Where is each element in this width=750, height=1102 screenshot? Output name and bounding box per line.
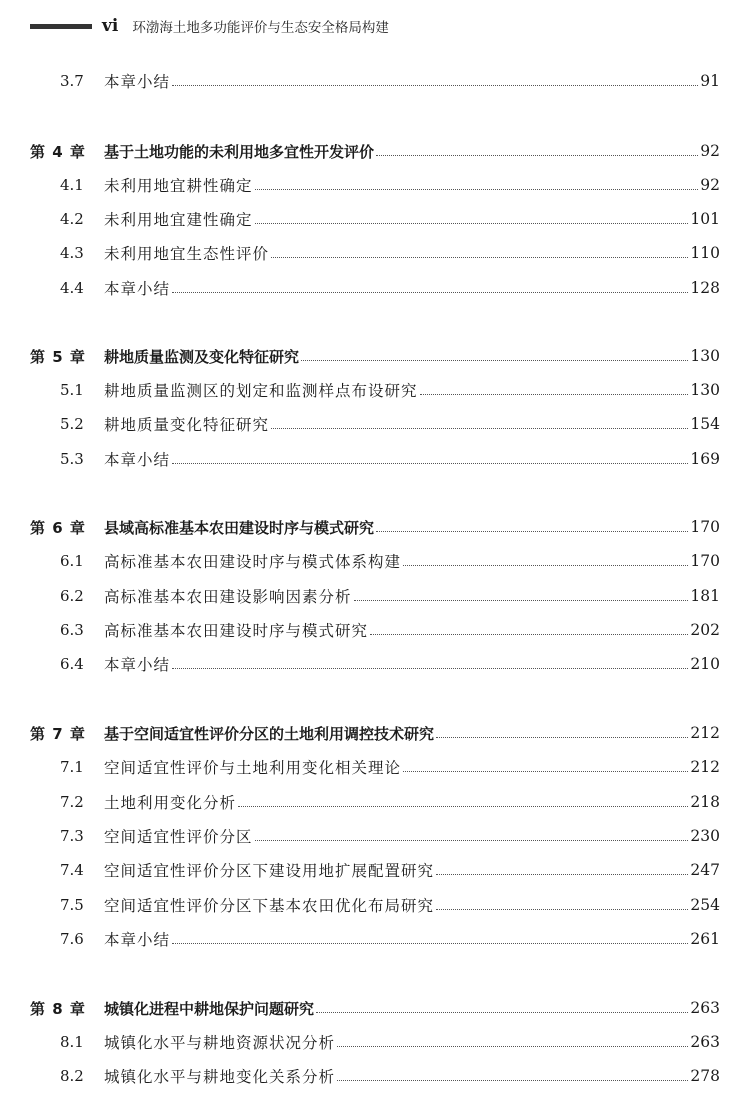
toc-section-row[interactable] [0, 1063, 720, 1089]
toc-entry-number: 6.2 [60, 587, 84, 605]
toc-entry-number: 7.2 [60, 793, 84, 811]
toc-entry-title: 未利用地宜耕性确定 [104, 177, 253, 195]
toc-section-row[interactable] [0, 823, 720, 849]
dot-leader [337, 1045, 688, 1047]
toc-entry-title: 空间适宜性评价分区下基本农田优化布局研究 [104, 897, 435, 915]
dot-leader [436, 873, 688, 875]
dot-leader [376, 154, 698, 156]
toc-entry-number: 第 6 章 [30, 518, 86, 537]
toc-chapter-row[interactable] [0, 514, 720, 540]
toc-entry-page: 210 [690, 655, 720, 673]
toc-entry-title: 耕地质量监测及变化特征研究 [104, 347, 300, 366]
toc-entry-title: 基于土地功能的未利用地多宜性开发评价 [104, 142, 375, 161]
dot-leader [337, 1079, 688, 1081]
toc-entry-number: 第 7 章 [30, 724, 86, 743]
dot-leader [172, 462, 688, 464]
toc-entry-title: 本章小结 [104, 451, 171, 469]
dot-leader [238, 805, 688, 807]
toc-entry-title: 耕地质量变化特征研究 [104, 416, 270, 434]
dot-leader [172, 84, 698, 86]
toc-entry-page: 170 [690, 518, 720, 536]
toc-entry-number: 7.4 [60, 861, 84, 879]
toc-section-row[interactable] [0, 857, 720, 883]
toc-entry-title: 高标准基本农田建设影响因素分析 [104, 588, 352, 606]
header-book-title: 环渤海土地多功能评价与生态安全格局构建 [132, 20, 389, 36]
toc-section-row[interactable] [0, 206, 720, 232]
toc-entry-number: 5.1 [60, 381, 84, 399]
toc-entry-title: 本章小结 [104, 73, 171, 91]
toc-entry-number: 4.2 [60, 210, 84, 228]
toc-entry-number: 7.6 [60, 930, 84, 948]
toc-entry-page: 169 [690, 450, 720, 468]
toc-section-row[interactable] [0, 583, 720, 609]
toc-entry-number: 5.2 [60, 415, 84, 433]
toc-chapter-row[interactable] [0, 138, 720, 164]
toc-entry-page: 130 [690, 381, 720, 399]
dot-leader [255, 222, 689, 224]
dot-leader [403, 770, 688, 772]
toc-entry-title: 本章小结 [104, 280, 171, 298]
toc-entry-title: 高标准基本农田建设时序与模式体系构建 [104, 553, 402, 571]
header-page-number: vi [102, 16, 119, 36]
toc-section-row[interactable] [0, 172, 720, 198]
toc-entry-title: 空间适宜性评价与土地利用变化相关理论 [104, 759, 402, 777]
toc-entry-number: 3.7 [60, 72, 84, 90]
dot-leader [301, 359, 688, 361]
dot-leader [271, 427, 688, 429]
toc-entry-page: 212 [690, 758, 720, 776]
toc-entry-title: 基于空间适宜性评价分区的土地利用调控技术研究 [104, 724, 435, 743]
toc-entry-page: 154 [690, 415, 720, 433]
toc-section-row[interactable] [0, 926, 720, 952]
toc-entry-title: 未利用地宜生态性评价 [104, 245, 270, 263]
toc-entry-page: 247 [690, 861, 720, 879]
toc-entry-number: 4.3 [60, 244, 84, 262]
toc-entry-page: 254 [690, 896, 720, 914]
toc-section-row[interactable] [0, 617, 720, 643]
toc-entry-number: 7.5 [60, 896, 84, 914]
toc-entry-title: 空间适宜性评价分区下建设用地扩展配置研究 [104, 862, 435, 880]
toc-entry-number: 第 4 章 [30, 142, 86, 161]
toc-entry-title: 城镇化进程中耕地保护问题研究 [104, 999, 315, 1018]
toc-chapter-row[interactable] [0, 720, 720, 746]
toc-entry-page: 218 [690, 793, 720, 811]
toc-entry-title: 本章小结 [104, 931, 171, 949]
toc-entry-page: 91 [700, 72, 720, 90]
toc-section-row[interactable] [0, 651, 720, 677]
toc-entry-page: 212 [690, 724, 720, 742]
toc-entry-number: 4.4 [60, 279, 84, 297]
toc-entry-page: 110 [690, 244, 720, 262]
toc-chapter-row[interactable] [0, 995, 720, 1021]
toc-entry-number: 6.4 [60, 655, 84, 673]
toc-entry-page: 202 [690, 621, 720, 639]
toc-entry-page: 170 [690, 552, 720, 570]
toc-entry-title: 未利用地宜建性确定 [104, 211, 253, 229]
toc-entry-number: 6.1 [60, 552, 84, 570]
toc-entry-page: 263 [690, 999, 720, 1017]
toc-entry-title: 土地利用变化分析 [104, 794, 237, 812]
toc-entry-number: 8.1 [60, 1033, 84, 1051]
toc-entry-page: 130 [690, 347, 720, 365]
dot-leader [255, 188, 699, 190]
toc-entry-title: 城镇化水平与耕地变化关系分析 [104, 1068, 336, 1086]
toc-section-row[interactable] [0, 275, 720, 301]
dot-leader [354, 599, 689, 601]
toc-section-row[interactable] [0, 1029, 720, 1055]
toc-entry-number: 5.3 [60, 450, 84, 468]
toc-entry-page: 261 [690, 930, 720, 948]
toc-entry-number: 4.1 [60, 176, 84, 194]
toc-chapter-row[interactable] [0, 343, 720, 369]
dot-leader [420, 393, 689, 395]
dot-leader [370, 633, 688, 635]
toc-section-row[interactable] [0, 446, 720, 472]
toc-entry-number: 第 8 章 [30, 999, 86, 1018]
dot-leader [255, 839, 689, 841]
dot-leader [436, 908, 688, 910]
toc-entry-page: 278 [690, 1067, 720, 1085]
toc-section-row[interactable] [0, 548, 720, 574]
toc-section-row[interactable] [0, 411, 720, 437]
toc-entry-page: 101 [690, 210, 720, 228]
toc-entry-title: 县域高标准基本农田建设时序与模式研究 [104, 518, 375, 537]
toc-entry-title: 高标准基本农田建设时序与模式研究 [104, 622, 369, 640]
toc-section-row[interactable] [0, 892, 720, 918]
dot-leader [316, 1011, 688, 1013]
dot-leader [172, 667, 688, 669]
toc-entry-title: 空间适宜性评价分区 [104, 828, 253, 846]
toc-entry-title: 城镇化水平与耕地资源状况分析 [104, 1034, 336, 1052]
toc-entry-number: 第 5 章 [30, 347, 86, 366]
toc-entry-page: 92 [700, 142, 720, 160]
dot-leader [403, 564, 688, 566]
toc-entry-title: 耕地质量监测区的划定和监测样点布设研究 [104, 382, 418, 400]
dot-leader [172, 291, 688, 293]
toc-section-row[interactable] [0, 754, 720, 780]
toc-section-row[interactable] [0, 789, 720, 815]
toc-entry-number: 7.3 [60, 827, 84, 845]
toc-entry-page: 128 [690, 279, 720, 297]
toc-section-row[interactable] [0, 240, 720, 266]
toc-section-row[interactable] [0, 377, 720, 403]
toc-entry-number: 7.1 [60, 758, 84, 776]
toc-entry-number: 8.2 [60, 1067, 84, 1085]
dot-leader [271, 256, 688, 258]
dot-leader [436, 736, 688, 738]
toc-entry-page: 181 [690, 587, 720, 605]
dot-leader [376, 530, 688, 532]
toc-entry-title: 本章小结 [104, 656, 171, 674]
toc-entry-page: 230 [690, 827, 720, 845]
dot-leader [172, 942, 688, 944]
toc-section-row[interactable] [0, 68, 720, 94]
toc-entry-number: 6.3 [60, 621, 84, 639]
toc-entry-page: 92 [700, 176, 720, 194]
toc-entry-page: 263 [690, 1033, 720, 1051]
